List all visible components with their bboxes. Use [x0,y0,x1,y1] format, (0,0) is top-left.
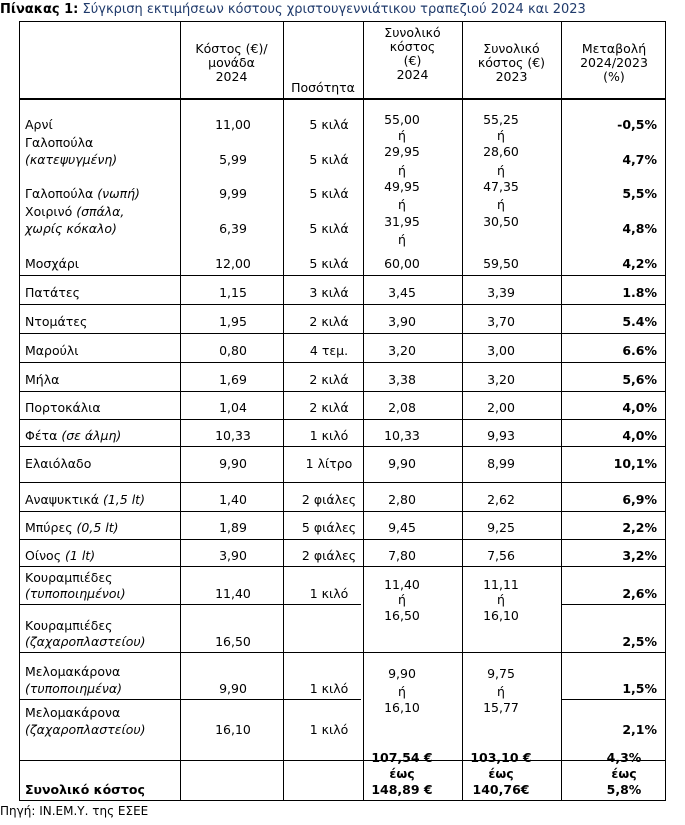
header-change: Μεταβολή 2024/2023 (%) [580,41,648,84]
change: 1,5% [622,681,657,696]
or-separator: ή [398,592,406,607]
total-2024: 31,95 [384,214,420,229]
change: 4,0% [622,400,657,415]
row-divider [20,362,665,363]
total-2023-sep: έως [488,766,514,781]
change: 1.8% [622,285,657,300]
caption-text: Σύγκριση εκτιμήσεων κόστους χριστουγεννιάτικου τραπεζιού 2024 και 2023 [82,2,586,17]
total-2023: 2,00 [487,400,515,415]
total-2024: 3,20 [388,343,416,358]
total-change-max: 5,8% [606,782,642,797]
total-2024: 16,10 [384,700,420,715]
total-2023: 2,62 [487,492,515,507]
quantity: 3 κιλά [309,285,349,300]
row-name: Πατάτες [25,285,81,300]
or-separator: ή [497,592,505,607]
total-2023: 3,70 [487,314,515,329]
quantity: 5 κιλά [309,256,349,271]
row-divider [20,275,665,276]
change: 5,6% [622,372,657,387]
change: 2,6% [622,586,657,601]
row-name: Ελαιόλαδο [25,456,92,471]
row-divider [20,333,665,334]
change: 5.4% [622,314,657,329]
total-2024: 55,00 [384,112,420,127]
row-name: Μελομακάρονα [25,705,121,720]
total-2024: 2,80 [388,492,416,507]
row-name: Μελομακάρονα [25,664,121,679]
row-name: Κουραμπιέδες [25,570,113,585]
change: 4,2% [622,256,657,271]
change: 4,0% [622,428,657,443]
unit-cost: 12,00 [215,256,251,271]
total-2023: 9,25 [487,520,515,535]
row-divider [20,566,665,567]
table-caption [0,2,586,17]
quantity: 4 τεμ. [309,343,349,358]
row-name: Ντομάτες [25,314,88,329]
row-divider [20,539,665,540]
total-2024: 11,40 [384,577,420,592]
quantity: 1 κιλό [309,428,349,443]
unit-cost: 6,39 [219,221,247,236]
or-separator: ή [398,163,406,178]
row-name: Χοιρινό (σπάλα, [25,204,125,219]
total-2023: 16,10 [483,608,519,623]
total-2023: 8,99 [487,456,515,471]
row-name: Γαλοπούλα [25,135,94,150]
quantity: 1 λίτρο [305,456,353,471]
total-2023: 3,00 [487,343,515,358]
row-divider [20,482,665,483]
total-2024: 3,90 [388,314,416,329]
quantity: 2 κιλά [309,372,349,387]
total-2024: 3,45 [388,285,416,300]
row-divider [20,699,361,700]
unit-cost: 11,40 [215,586,251,601]
source-note: Πηγή: ΙΝ.ΕΜ.Υ. της ΕΣΕΕ [0,804,149,818]
total-2023: 47,35 [483,179,519,194]
unit-cost: 9,90 [219,456,247,471]
total-2023: 30,50 [483,214,519,229]
total-2024: 60,00 [384,256,420,271]
total-2023: 15,77 [483,700,519,715]
total-2024: 16,50 [384,608,420,623]
unit-cost: 9,90 [219,681,247,696]
total-2024: 9,90 [388,666,416,681]
total-divider [20,760,665,761]
total-2024: 7,80 [388,548,416,563]
quantity: 2 κιλά [309,400,349,415]
header-cost: Κόστος (€)/ μονάδα 2024 [195,41,268,84]
row-name: Κουραμπιέδες [25,618,113,633]
total-2023: 9,75 [487,666,515,681]
unit-cost: 1,04 [219,400,247,415]
row-name: Μοσχάρι [25,256,79,271]
row-name-note: (τυποποιημένοι) [25,586,126,601]
header-total-2024: Συνολικό κόστος (€) 2024 [384,25,441,82]
col-divider [561,22,562,800]
unit-cost: 1,69 [219,372,247,387]
total-2023: 55,25 [483,112,519,127]
row-name-note: (ζαχαροπλαστείου) [25,722,146,737]
row-name: Μήλα [25,372,60,387]
quantity: 1 κιλό [309,586,349,601]
or-separator: ή [497,163,505,178]
row-name: Οίνος (1 lt) [25,548,96,563]
total-2024: 3,38 [388,372,416,387]
total-2024: 9,90 [388,456,416,471]
change: 6,9% [622,492,657,507]
row-divider [20,304,665,305]
change: 4,7% [622,152,657,167]
cost-table [19,21,666,801]
total-2023: 3,39 [487,285,515,300]
row-divider [20,604,361,605]
quantity: 2 φιάλες [301,492,357,507]
total-2024-min: 107,54 € [371,750,433,765]
row-name: Φέτα (σε άλμη) [25,428,122,443]
quantity: 2 φιάλες [301,548,357,563]
quantity: 5 κιλά [309,117,349,132]
row-name-note: χωρίς κόκαλο) [25,221,117,236]
unit-cost: 16,10 [215,722,251,737]
or-separator: ή [398,197,406,212]
unit-cost: 16,50 [215,634,251,649]
row-name-note: (τυποποιημένα) [25,681,122,696]
quantity: 2 κιλά [309,314,349,329]
total-2023-min: 103,10 € [470,750,532,765]
unit-cost: 1,89 [219,520,247,535]
total-change-sep: έως [611,766,637,781]
row-divider [561,699,665,700]
total-2023: 7,56 [487,548,515,563]
total-2023: 3,20 [487,372,515,387]
total-2024: 49,95 [384,179,420,194]
col-divider [283,22,284,800]
row-name: Αναψυκτικά (1,5 lt) [25,492,145,507]
change: 3,2% [622,548,657,563]
row-divider [20,511,665,512]
change: 2,2% [622,520,657,535]
row-name: Αρνί [25,117,53,132]
total-2023: 28,60 [483,144,519,159]
change: 6.6% [622,343,657,358]
unit-cost: 1,95 [219,314,247,329]
row-divider [20,419,665,420]
total-2024: 2,08 [388,400,416,415]
or-separator: ή [398,128,406,143]
change: 5,5% [622,186,657,201]
total-2023: 11,11 [483,577,519,592]
caption-label: Πίνακας 1: [0,2,79,17]
total-change-min: 4,3% [606,750,642,765]
row-name: Πορτοκάλια [25,400,101,415]
quantity: 5 κιλά [309,186,349,201]
unit-cost: 3,90 [219,548,247,563]
header-divider [20,98,665,100]
quantity: 1 κιλό [309,722,349,737]
row-name: Μαρούλι [25,343,79,358]
header-qty: Ποσότητα [291,80,355,95]
row-name: Γαλοπούλα (νωπή) [25,186,140,201]
total-2024-max: 148,89 € [371,782,433,797]
total-label: Συνολικό κόστος [25,782,145,797]
or-separator: ή [398,232,406,247]
change: -0,5% [617,117,657,132]
unit-cost: 1,15 [219,285,247,300]
quantity: 5 κιλά [309,221,349,236]
row-name-note: (ζαχαροπλαστείου) [25,634,146,649]
quantity: 5 κιλά [309,152,349,167]
unit-cost: 0,80 [219,343,247,358]
header-total-2023: Συνολικό κόστος (€) 2023 [477,41,546,84]
total-2023: 59,50 [483,256,519,271]
total-2023: 9,93 [487,428,515,443]
change: 4,8% [622,221,657,236]
total-2024-sep: έως [389,766,415,781]
row-name: Μπύρες (0,5 lt) [25,520,119,535]
change: 2,1% [622,722,657,737]
total-2024: 29,95 [384,144,420,159]
or-separator: ή [497,684,505,699]
total-2024: 10,33 [384,428,420,443]
row-divider [20,446,665,447]
unit-cost: 5,99 [219,152,247,167]
quantity: 5 φιάλες [301,520,357,535]
row-divider [561,604,665,605]
change: 10,1% [613,456,657,471]
unit-cost: 10,33 [215,428,251,443]
or-separator: ή [497,128,505,143]
row-name-note: (κατεψυγμένη) [25,152,118,167]
unit-cost: 9,99 [219,186,247,201]
unit-cost: 11,00 [215,117,251,132]
or-separator: ή [497,197,505,212]
quantity: 1 κιλό [309,681,349,696]
unit-cost: 1,40 [219,492,247,507]
change: 2,5% [622,634,657,649]
row-divider [20,391,665,392]
or-separator: ή [398,684,406,699]
col-divider [180,22,181,800]
row-divider [20,652,665,653]
total-2024: 9,45 [388,520,416,535]
total-2023-max: 140,76€ [472,782,530,797]
